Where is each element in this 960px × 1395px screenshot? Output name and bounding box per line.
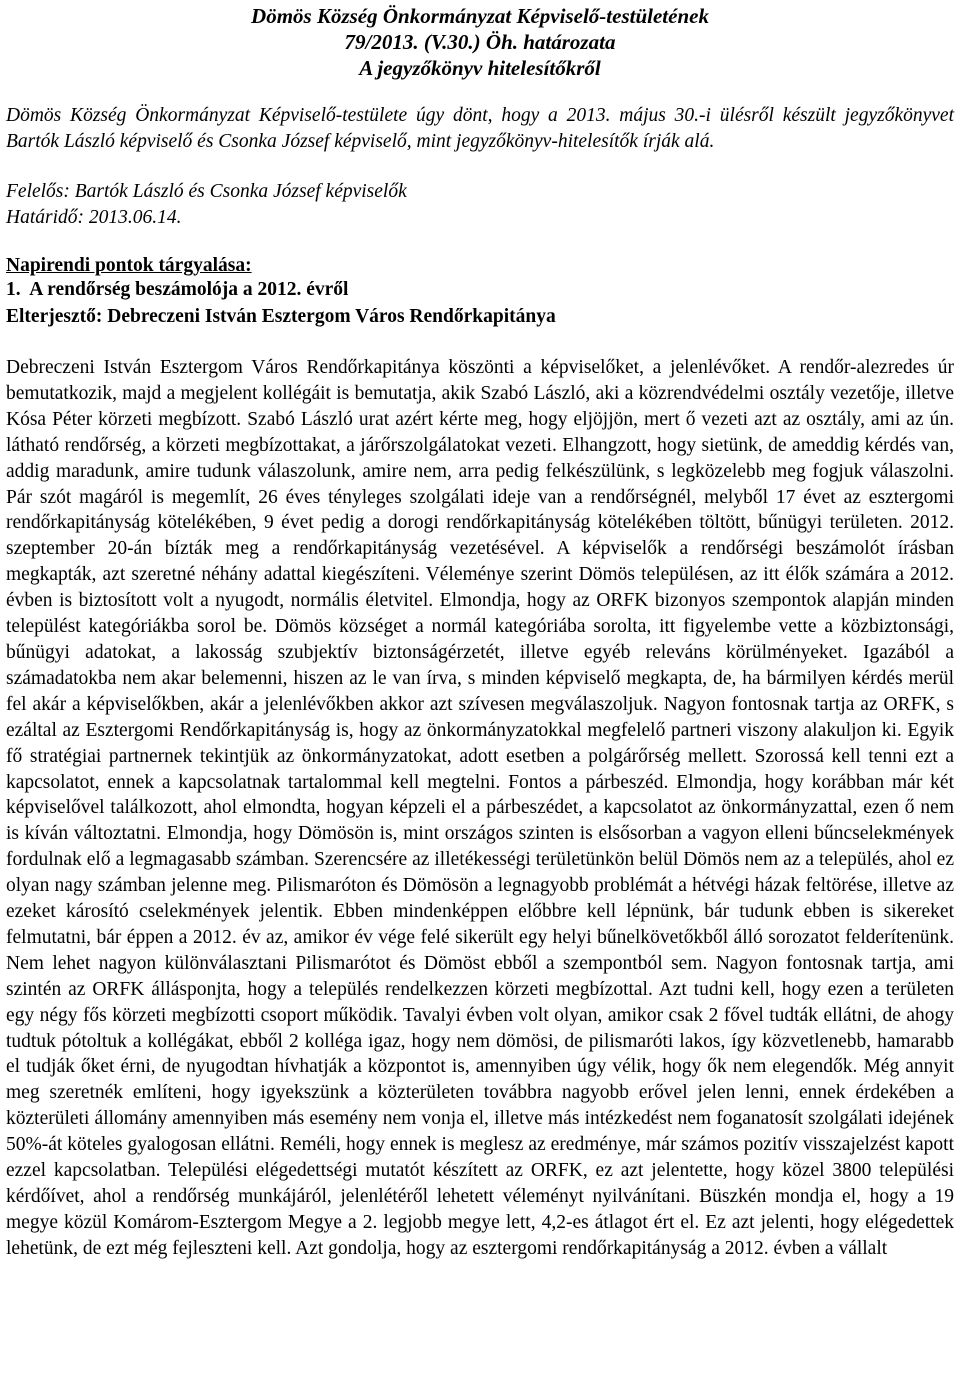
deadline-line: Határidő: 2013.06.14.	[6, 207, 182, 228]
resolution-text: Dömös Község Önkormányzat Képviselő-testülete úgy dönt, hogy a 2013. május 30.-i ülésről készült jegyzőkönyvet Bartók László képviselő és Csonka József képviselő, mint jegyzőkönyv-hitelesítők írják alá.	[6, 105, 954, 152]
responsible-line: Felelős: Bartók László és Csonka József képviselők	[6, 181, 407, 202]
heading-line-2: 79/2013. (V.30.) Öh. határozata	[344, 30, 616, 54]
heading-line-1: Dömös Község Önkormányzat Képviselő-testületének	[251, 4, 709, 28]
agenda-item-1: 1. A rendőrség beszámolója a 2012. évről	[6, 279, 349, 300]
heading-line-3: A jegyzőkönyv hitelesítőkről	[359, 56, 601, 80]
presenter-line: Elterjesztő: Debreczeni István Esztergom Város Rendőrkapitánya	[6, 306, 556, 327]
minutes-body: Debreczeni István Esztergom Város Rendőrkapitánya köszönti a képviselőket, a jelenlévőket. A rendőr-alezredes úr bemutatkozik, majd a megjelent kollégáit is bemutatja, akik Szabó László, aki a közrendvédelmi osztály vezetője, illetve Kósa Péter körzeti megbízott. Szabó László urat azért kérte meg, hogy eljöjjön, mert ő vezeti azt az osztály, ami az ún. látható rendőrség, a körzeti megbízottakat, a járőrszolgálatokat vezeti. Elhangzott, hogy sietünk, de ameddig kérdés van, addig maradunk, amire tudunk válaszolunk, amire nem, arra pedig felkészülünk, s legközelebb meg fogjuk válaszolni. Pár szót magáról is megemlít, 26 éves tényleges szolgálati ideje van a rendőrségnél, melyből 17 évet az esztergomi rendőrkapitányság kötelékében, 9 évet pedig a dorogi rendőrkapitányság kötelékében töltött, bűnügyi területen. 2012. szeptember 20-án bízták meg a rendőrkapitányság vezetésével. A képviselők a rendőrségi beszámolót írásban megkapták, azt szeretné néhány adattal kiegészíteni. Véleménye szerint Dömös településen, az itt élők számára a 2012. évben is biztosított volt a nyugodt, normális életvitel. Elmondja, hogy az ORFK bizonyos szempontok alapján minden települést kategóriákba sorol be. Dömös községet a normál kategóriába sorolta, itt figyelembe vette a közbiztonsági, bűnügyi adatokat, a lakosság szubjektív biztonságérzetét, illetve egyéb releváns körülményeket. Igazából a számadatokba nem akar belemenni, hiszen az le van írva, s minden képviselő megkapta, de, ha bármilyen kérdés merül fel akár a képviselőkben, akár a jelenlévőkben akkor azt szívesen megválaszoljuk. Nagyon fontosnak tartja az ORFK, s ezáltal az Esztergomi Rendőrkapitányság is, hogy az önkormányzatokkal megfelelő partneri viszony alakuljon ki. Egyik fő stratégiai partnernek tekintjük az önkormányzatokat, adott esetben a polgárőrség mellett. Szorossá kell tenni ezt a kapcsolatot, ennek a kapcsolatnak tartalommal kell megtelni. Fontos a párbeszéd. Elmondja, hogy korábban már két képviselővel találkozott, ahol elmondta, hogyan képzeli el a párbeszédet, a kapcsolatot az önkormányzattal, ezen ő nem is kíván változtatni. Elmondja, hogy Dömösön is, mint országos szinten is elsősorban a vagyon elleni bűncselekmények fordulnak elő a legmagasabb számban. Szerencsére az illetékességi területünkön belül Dömös nem az a település, ahol ez olyan nagy számban jelenne meg. Pilismaróton és Dömösön a legnagyobb problémát a hétvégi házak feltörése, illetve az ezeket károsító cselekmények jelentik. Ebben mindenképpen előbbre kell lépnünk, bár tudunk ebben is sikereket felmutatni, bár éppen a 2012. év az, amikor év vége felé sikerült egy helyi bűnelkövetőkből álló sorozatot felderítenünk. Nem lehet nagyon különválasztani Pilismarótot és Dömöst ebből a szempontból sem. Nagyon fontosnak tartja, ami szintén az ORFK állásponjta, hogy a település rendelkezzen körzeti megbízottal. Azt tudni kell, hogy ezen a területen egy négy fős körzeti megbízotti csoport működik. Tavalyi évben volt olyan, amikor csak 2 fővel tudták ellátni, de ahogy tudtuk pótoltuk a kollégákat, ebből 2 kollégа igaz, hogy nem dömösi, de pilismaróti lakos, így közvetlenebb, hamarabb el tudják őket érni, de nyugodtan hívhatják a központot is, amennyiben úgy vélik, hogy ők nem elegendők. Még annyit meg szeretnék említeni, hogy igyekszünk a közterületen továbbra nagyobb erővel jelen lenni, ennek érdekében a közterületi állomány amennyiben más esemény nem vonja el, illetve más intézkedést nem foganatosít szolgálati idejének 50%-át köteles gyalogosan ellátni. Reméli, hogy ennek is meglesz az eredménye, már számos pozitív visszajelzést kapott ezzel kapcsolatban. Települési elégedettségi mutatót készített az ORFK, ez azt jelentette, hogy közel 3800 települési kérdőívet, ahol a rendőrség munkájáról, jelenlétéről lehetett véleményt nyilvánítani. Büszkén mondja el, hogy a 19 megye közül Komárom-Esztergom Megye a 2. legjobb megye lett, 4,2-es átlagot ért el. Ez azt jelenti, hogy elégedettek lehetünk, de ezt még fejleszteni kell. Azt gondolja, hogy az esztergomi rendőrkapitányság a 2012. évben a vállalt	[6, 357, 954, 1259]
resolution-heading	[6, 0, 954, 81]
agenda-title: Napirendi pontok tárgyalása:	[6, 255, 252, 276]
resolution-meta	[6, 179, 954, 231]
